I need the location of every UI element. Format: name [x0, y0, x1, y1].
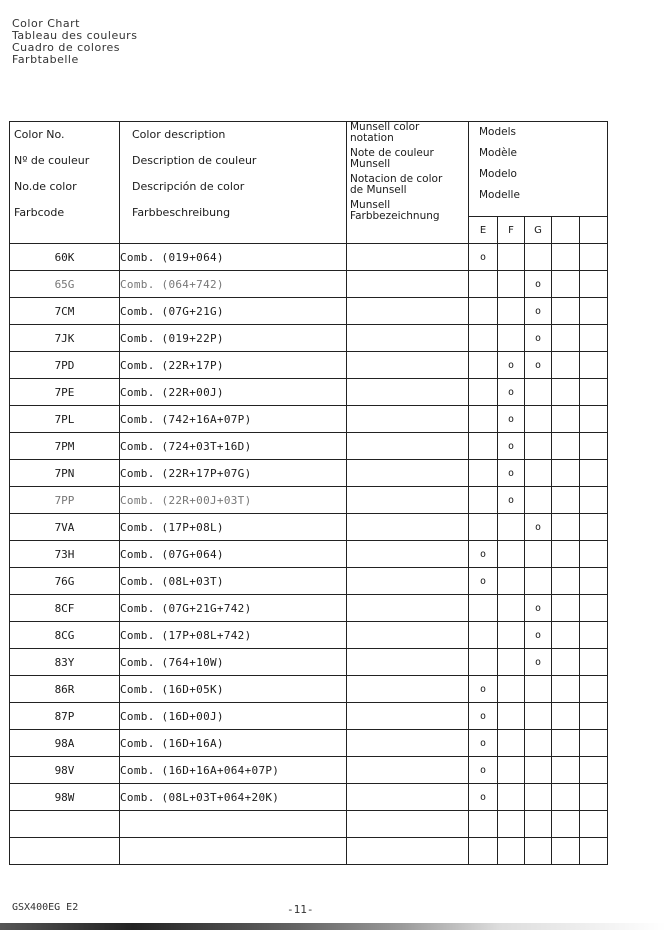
munsell-notation	[347, 568, 469, 595]
model-mark	[580, 433, 608, 460]
munsell-notation	[347, 541, 469, 568]
model-mark	[580, 649, 608, 676]
title-block	[12, 18, 137, 66]
model-mark: o	[525, 595, 552, 622]
model-mark: o	[498, 433, 525, 460]
model-mark	[525, 811, 552, 838]
model-mark	[525, 244, 552, 271]
color-code: 7PP	[10, 487, 120, 514]
table-row	[10, 784, 608, 811]
model-mark: o	[498, 379, 525, 406]
color-chart-table	[9, 121, 608, 865]
model-mark	[469, 838, 498, 865]
model-code-f: F	[498, 217, 525, 244]
model-mark: o	[469, 676, 498, 703]
model-mark	[498, 514, 525, 541]
table-row	[10, 649, 608, 676]
model-mark	[580, 514, 608, 541]
model-mark	[552, 622, 580, 649]
munsell-notation	[347, 784, 469, 811]
munsell-notation	[347, 595, 469, 622]
color-description	[120, 811, 347, 838]
title-german: Farbtabelle	[12, 53, 79, 66]
model-mark	[580, 784, 608, 811]
munsell-notation	[347, 460, 469, 487]
model-mark	[498, 784, 525, 811]
model-mark: o	[498, 352, 525, 379]
model-mark	[580, 379, 608, 406]
munsell-notation	[347, 406, 469, 433]
title-spanish: Cuadro de colores	[12, 41, 120, 54]
color-code: 7PM	[10, 433, 120, 460]
model-mark	[469, 298, 498, 325]
model-mark	[552, 757, 580, 784]
munsell-notation	[347, 514, 469, 541]
model-code-e: E	[469, 217, 498, 244]
model-mark: o	[469, 757, 498, 784]
model-mark	[525, 838, 552, 865]
color-description: Comb. (16D+00J)	[120, 703, 347, 730]
color-description: Comb. (07G+064)	[120, 541, 347, 568]
header-munsell-en-2: notation	[350, 132, 394, 144]
header-description-fr: Description de couleur	[132, 154, 257, 167]
header-munsell-de-1: Munsell	[350, 199, 391, 211]
model-mark	[552, 460, 580, 487]
munsell-notation	[347, 730, 469, 757]
model-mark: o	[469, 730, 498, 757]
table-row	[10, 757, 608, 784]
model-mark	[580, 541, 608, 568]
model-mark	[469, 811, 498, 838]
color-code: 7CM	[10, 298, 120, 325]
color-code: 98W	[10, 784, 120, 811]
munsell-notation	[347, 352, 469, 379]
header-description-de: Farbbeschreibung	[132, 206, 231, 219]
table-row	[10, 514, 608, 541]
table-row	[10, 811, 608, 838]
model-mark	[498, 622, 525, 649]
munsell-notation	[347, 433, 469, 460]
header-color-no-de: Farbcode	[14, 206, 65, 219]
table-row	[10, 352, 608, 379]
color-description: Comb. (22R+00J+03T)	[120, 487, 347, 514]
color-code: 87P	[10, 703, 120, 730]
color-description	[120, 838, 347, 865]
munsell-notation	[347, 757, 469, 784]
color-description: Comb. (08L+03T)	[120, 568, 347, 595]
color-code: 65G	[10, 271, 120, 298]
model-mark	[552, 595, 580, 622]
model-mark	[498, 298, 525, 325]
model-mark: o	[525, 325, 552, 352]
page-number: -11-	[287, 903, 314, 916]
model-mark	[580, 730, 608, 757]
table-row	[10, 325, 608, 352]
color-code: 8CG	[10, 622, 120, 649]
header-munsell	[347, 122, 469, 244]
model-mark: o	[525, 622, 552, 649]
model-mark: o	[498, 406, 525, 433]
color-description: Comb. (07G+21G+742)	[120, 595, 347, 622]
model-mark	[469, 406, 498, 433]
color-code: 8CF	[10, 595, 120, 622]
model-mark	[552, 541, 580, 568]
model-mark	[552, 649, 580, 676]
model-mark	[552, 838, 580, 865]
model-mark	[552, 379, 580, 406]
munsell-notation	[347, 487, 469, 514]
header-description	[120, 122, 347, 244]
color-code: 83Y	[10, 649, 120, 676]
header-models-de: Modelle	[479, 189, 520, 201]
table-row	[10, 676, 608, 703]
color-description: Comb. (16D+16A)	[120, 730, 347, 757]
model-mark	[498, 595, 525, 622]
model-mark	[580, 406, 608, 433]
model-mark	[580, 595, 608, 622]
model-mark	[498, 838, 525, 865]
color-description: Comb. (724+03T+16D)	[120, 433, 347, 460]
header-munsell-fr-2: Munsell	[350, 158, 391, 170]
model-mark	[552, 784, 580, 811]
model-mark: o	[469, 244, 498, 271]
model-mark	[498, 676, 525, 703]
model-mark	[498, 730, 525, 757]
model-mark	[498, 811, 525, 838]
color-description: Comb. (22R+00J)	[120, 379, 347, 406]
table-row	[10, 730, 608, 757]
header-munsell-es-1: Notacion de color	[350, 173, 443, 185]
model-mark	[552, 676, 580, 703]
model-mark: o	[469, 703, 498, 730]
model-mark	[498, 649, 525, 676]
table-row	[10, 703, 608, 730]
model-mark: o	[525, 514, 552, 541]
color-description: Comb. (07G+21G)	[120, 298, 347, 325]
table-row	[10, 460, 608, 487]
table-row	[10, 622, 608, 649]
munsell-notation	[347, 622, 469, 649]
color-description: Comb. (019+064)	[120, 244, 347, 271]
model-mark	[552, 568, 580, 595]
model-mark	[580, 838, 608, 865]
title-french: Tableau des couleurs	[12, 29, 138, 42]
model-mark	[580, 703, 608, 730]
model-code-g: G	[525, 217, 552, 244]
footer-model: GSX400EG E2	[12, 902, 79, 913]
model-mark	[580, 757, 608, 784]
model-code-5	[580, 217, 608, 244]
model-code-4	[552, 217, 580, 244]
header-models	[469, 122, 608, 217]
color-code: 98A	[10, 730, 120, 757]
model-mark	[469, 649, 498, 676]
munsell-notation	[347, 703, 469, 730]
model-mark	[498, 271, 525, 298]
color-description: Comb. (064+742)	[120, 271, 347, 298]
color-description: Comb. (764+10W)	[120, 649, 347, 676]
color-code: 7PE	[10, 379, 120, 406]
header-models-fr: Modèle	[479, 147, 517, 159]
model-mark	[552, 487, 580, 514]
model-mark	[552, 352, 580, 379]
scan-edge	[0, 923, 666, 930]
table-row	[10, 244, 608, 271]
color-description: Comb. (742+16A+07P)	[120, 406, 347, 433]
model-mark	[552, 406, 580, 433]
model-mark	[580, 244, 608, 271]
model-mark	[525, 676, 552, 703]
color-code: 7JK	[10, 325, 120, 352]
munsell-notation	[347, 676, 469, 703]
header-munsell-de-2: Farbbezeichnung	[350, 210, 440, 222]
model-mark	[469, 460, 498, 487]
model-mark	[525, 487, 552, 514]
model-mark	[552, 730, 580, 757]
munsell-notation	[347, 649, 469, 676]
header-color-no-fr: Nº de couleur	[14, 154, 90, 167]
color-code: 7PD	[10, 352, 120, 379]
munsell-notation	[347, 838, 469, 865]
model-mark	[580, 271, 608, 298]
table-row	[10, 406, 608, 433]
model-mark	[469, 595, 498, 622]
header-munsell-fr-1: Note de couleur	[350, 147, 434, 159]
header-color-no-es: No.de color	[14, 180, 77, 193]
model-mark	[498, 325, 525, 352]
model-mark	[552, 514, 580, 541]
model-mark	[469, 433, 498, 460]
table-row	[10, 433, 608, 460]
model-mark: o	[469, 784, 498, 811]
table-row	[10, 271, 608, 298]
table-row	[10, 541, 608, 568]
header-models-es: Modelo	[479, 168, 517, 180]
header-description-en: Color description	[132, 128, 226, 141]
model-mark	[580, 325, 608, 352]
munsell-notation	[347, 244, 469, 271]
model-mark	[469, 325, 498, 352]
title-english: Color Chart	[12, 17, 80, 30]
model-mark: o	[525, 298, 552, 325]
model-mark	[580, 676, 608, 703]
color-code: 7PN	[10, 460, 120, 487]
model-mark: o	[498, 460, 525, 487]
model-mark	[552, 244, 580, 271]
color-code: 60K	[10, 244, 120, 271]
table-row	[10, 568, 608, 595]
model-mark	[580, 568, 608, 595]
model-mark	[525, 460, 552, 487]
table-row	[10, 298, 608, 325]
model-mark	[469, 487, 498, 514]
model-mark	[525, 433, 552, 460]
color-code: 7VA	[10, 514, 120, 541]
color-description: Comb. (019+22P)	[120, 325, 347, 352]
header-color-no-en: Color No.	[14, 128, 65, 141]
model-mark	[498, 568, 525, 595]
model-mark	[469, 271, 498, 298]
color-description: Comb. (17P+08L+742)	[120, 622, 347, 649]
model-mark	[580, 460, 608, 487]
color-code: 7PL	[10, 406, 120, 433]
color-description: Comb. (16D+16A+064+07P)	[120, 757, 347, 784]
model-mark: o	[525, 271, 552, 298]
model-mark	[580, 487, 608, 514]
color-description: Comb. (22R+17P+07G)	[120, 460, 347, 487]
model-mark	[469, 352, 498, 379]
model-mark	[525, 379, 552, 406]
model-mark	[469, 622, 498, 649]
munsell-notation	[347, 271, 469, 298]
table-row	[10, 595, 608, 622]
header-description-es: Descripción de color	[132, 180, 245, 193]
model-mark	[469, 514, 498, 541]
munsell-notation	[347, 298, 469, 325]
model-mark: o	[525, 649, 552, 676]
model-mark: o	[525, 352, 552, 379]
model-mark	[580, 622, 608, 649]
model-mark	[552, 811, 580, 838]
model-mark	[552, 298, 580, 325]
model-mark	[580, 298, 608, 325]
header-color-no	[10, 122, 120, 244]
model-mark	[498, 703, 525, 730]
color-code: 73H	[10, 541, 120, 568]
table-row	[10, 838, 608, 865]
model-mark	[580, 352, 608, 379]
model-mark	[552, 703, 580, 730]
model-mark	[525, 703, 552, 730]
color-description: Comb. (08L+03T+064+20K)	[120, 784, 347, 811]
header-models-en: Models	[479, 126, 516, 138]
table-row	[10, 379, 608, 406]
model-mark: o	[469, 568, 498, 595]
model-mark	[525, 568, 552, 595]
model-mark	[498, 244, 525, 271]
color-description: Comb. (16D+05K)	[120, 676, 347, 703]
color-code	[10, 838, 120, 865]
model-mark	[552, 433, 580, 460]
chart-body	[10, 244, 608, 865]
color-code: 98V	[10, 757, 120, 784]
model-mark	[525, 784, 552, 811]
munsell-notation	[347, 379, 469, 406]
color-code: 76G	[10, 568, 120, 595]
model-mark	[469, 379, 498, 406]
color-code	[10, 811, 120, 838]
color-code: 86R	[10, 676, 120, 703]
model-mark: o	[469, 541, 498, 568]
model-mark	[525, 757, 552, 784]
color-description: Comb. (17P+08L)	[120, 514, 347, 541]
model-mark	[552, 325, 580, 352]
model-mark	[525, 541, 552, 568]
model-mark: o	[498, 487, 525, 514]
munsell-notation	[347, 325, 469, 352]
header-munsell-es-2: de Munsell	[350, 184, 407, 196]
color-description: Comb. (22R+17P)	[120, 352, 347, 379]
model-mark	[498, 541, 525, 568]
model-mark	[498, 757, 525, 784]
table-row	[10, 487, 608, 514]
munsell-notation	[347, 811, 469, 838]
model-mark	[525, 406, 552, 433]
model-mark	[525, 730, 552, 757]
header-munsell-en-1: Munsell color	[350, 121, 420, 133]
model-mark	[580, 811, 608, 838]
model-mark	[552, 271, 580, 298]
